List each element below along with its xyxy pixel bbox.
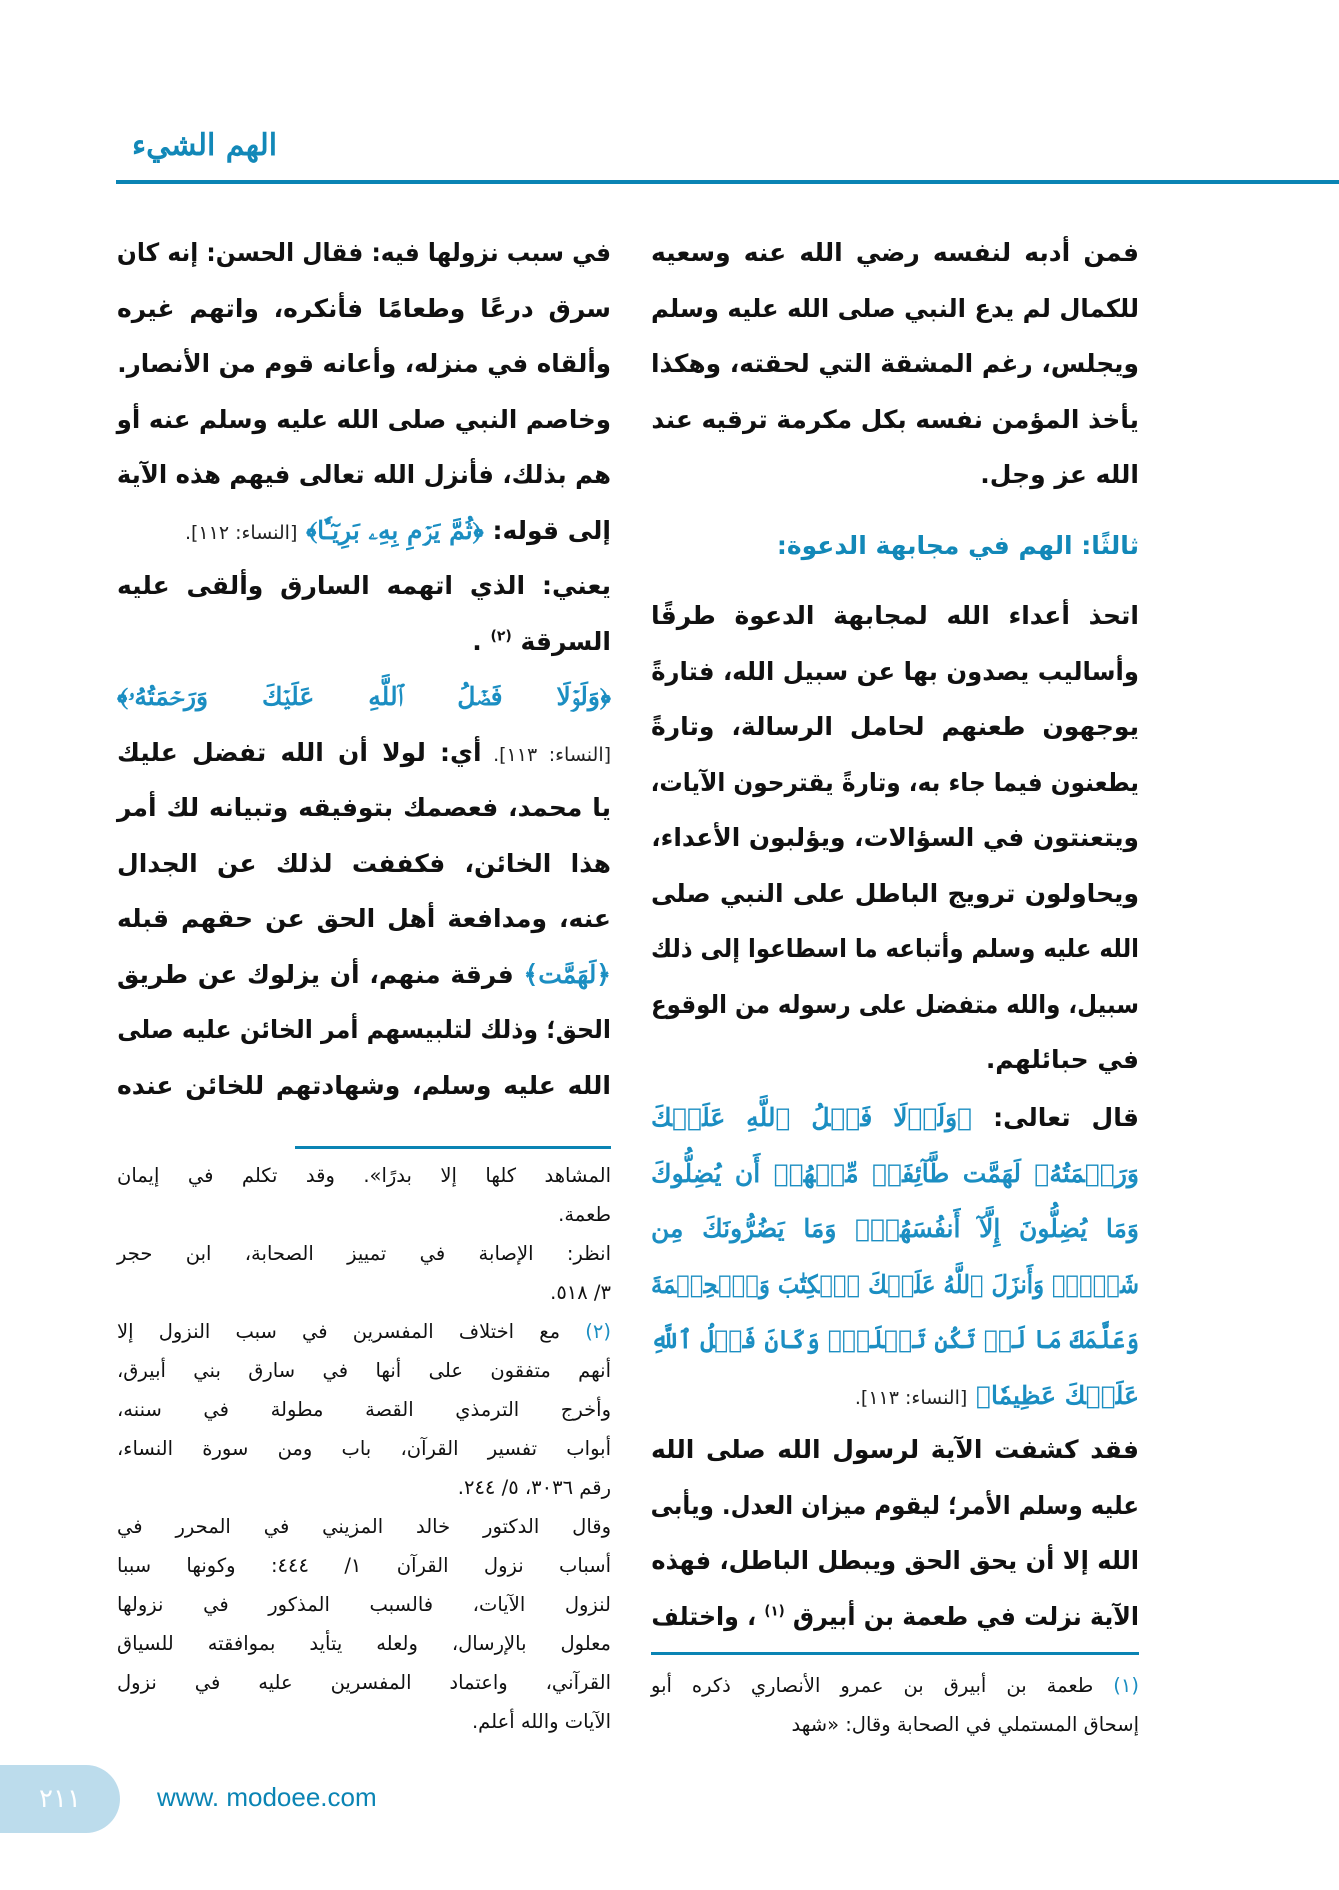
text-line <box>117 281 611 337</box>
text-line <box>117 225 611 281</box>
text-line <box>117 1312 611 1351</box>
text-line <box>117 836 611 892</box>
page-number: ٢١١ <box>39 1784 81 1814</box>
text-line <box>117 1058 611 1114</box>
text-segment: أي: لولا أن الله تفضل عليك <box>117 737 482 767</box>
text-line <box>651 1589 1139 1645</box>
text-line <box>117 1390 611 1429</box>
quran-quote: عَلَيۡكَ عَظِيمٗا﴾ <box>967 1380 1139 1410</box>
text-line <box>651 1705 1139 1744</box>
footnote-marker[interactable]: (٢) <box>490 628 512 645</box>
footnote-separator <box>651 1652 1139 1655</box>
text-line: ويتعنتون في السؤالات، ويؤلبون الأعداء، <box>651 823 1139 852</box>
text-line <box>117 1156 611 1195</box>
text-line <box>117 1351 611 1390</box>
verse-reference: [النساء: ١١٢]. <box>184 521 298 544</box>
text-segment: وقال الدكتور خالد المزيني في المحرر في <box>117 1515 611 1538</box>
text-segment: الآيات والله أعلم. <box>471 1710 611 1733</box>
text-segment: أسباب نزول القرآن ١/ ٤٤٤: وكونها سببا <box>117 1554 611 1577</box>
text-segment: يعني: الذي اتهمه السارق وألقى عليه <box>117 571 611 600</box>
section-heading: ثالثًا: الهم في مجابهة الدعوة: <box>776 531 1139 560</box>
text-line <box>651 1478 1139 1534</box>
header-rule <box>116 180 1339 184</box>
text-segment: فقد كشفت الآية لرسول الله صلى الله <box>651 1435 1139 1464</box>
text-line <box>651 1666 1139 1705</box>
text-line: في حبائلهم. <box>985 1045 1139 1074</box>
footnote-marker[interactable]: (١) <box>764 1603 785 1620</box>
right-footnotes <box>651 1666 1139 1744</box>
quran-quote: وَرَحۡمَتُهُۥ لَهَمَّت طَّآئِفَةٞ مِّنۡهُمۡ أَن يُضِلُّوكَ <box>651 1158 1139 1188</box>
text-line <box>117 447 611 503</box>
text-line: ويجلس، رغم المشقة التي لحقته، وهكذا <box>650 349 1139 378</box>
text-line: الله عز وجل. <box>980 460 1139 489</box>
text-line <box>117 1585 611 1624</box>
text-line <box>651 1257 1139 1313</box>
text-line <box>117 1195 611 1234</box>
text-segment: ، واختلف <box>651 1601 757 1631</box>
text-segment: انظر: الإصابة في تمييز الصحابة، ابن حجر <box>117 1242 611 1265</box>
quran-quote: ﴿وَلَوۡلَا فَضۡلُ ٱللَّهِ عَلَيۡكَ <box>651 1103 973 1132</box>
text-line <box>651 1201 1139 1257</box>
text-segment: المشاهد كلها إلا بدرًا». وقد تكلم في إيمان <box>117 1164 611 1187</box>
text-line <box>117 392 611 448</box>
text-segment: وألقاه في منزله، وأعانه قوم من الأنصار. <box>117 349 611 378</box>
footnote-number: (٢) <box>560 1320 611 1343</box>
text-line <box>117 891 611 947</box>
quran-quote: ﴿ثُمَّ يَرۡمِ بِهِۦ بَرِيٓـٔٗا﴾ <box>297 515 484 545</box>
text-segment: طعمة. <box>558 1203 611 1226</box>
text-line <box>117 1429 611 1468</box>
text-line: الله عليه وسلم وأتباعه ما اسطاعوا إلى ذلك <box>651 934 1139 963</box>
text-segment: الله إلا أن يحق الحق ويبطل الباطل، فهذه <box>651 1546 1139 1575</box>
text-line <box>117 1546 611 1585</box>
quran-verse-block <box>651 1090 1139 1423</box>
text-line: فمن أدبه لنفسه رضي الله عنه وسعيه <box>651 238 1139 267</box>
text-segment: في سبب نزولها فيه: فقال الحسن: إنه كان <box>116 238 611 267</box>
text-segment: إسحاق المستملي في الصحابة وقال: «شهد <box>791 1713 1139 1736</box>
text-line <box>651 1368 1139 1424</box>
text-line <box>651 1090 1139 1146</box>
page-number-badge <box>0 1765 120 1833</box>
text-line <box>117 947 611 1003</box>
text-segment: سرق درعًا وطعامًا فأنكره، واتهم غيره <box>117 293 611 323</box>
text-line: سبيل، والله متفضل على رسوله من الوقوع <box>650 989 1139 1019</box>
text-line <box>117 1234 611 1273</box>
footnote-separator <box>295 1146 611 1149</box>
text-segment: عنه، ومدافعة أهل الحق عن حقهم قبله <box>117 904 611 933</box>
quran-quote: ﴿لَهَمَّت﴾ <box>513 959 611 989</box>
text-segment: فرقة منهم، أن يزلوك عن طريق <box>117 959 514 989</box>
text-line <box>117 1507 611 1546</box>
quran-quote: شَيۡءٖۚ وَأَنزَلَ ٱللَّهُ عَلَيۡكَ ٱلۡكِتَٰبَ وَٱلۡحِكۡمَةَ <box>651 1269 1139 1299</box>
text-line: وأساليب يصدون بها عن سبيل الله، فتارةً <box>651 656 1139 686</box>
text-line <box>117 503 611 559</box>
text-line: للكمال لم يدع النبي صلى الله عليه وسلم <box>650 293 1139 323</box>
section-heading-block <box>651 518 1139 574</box>
quran-quote: وَمَا يُضِلُّونَ إِلَّآ أَنفُسَهُمۡۖ وَمَا يَضُرُّونَكَ مِن <box>651 1214 1139 1243</box>
left-body <box>117 225 611 1113</box>
right-para-3 <box>651 1422 1139 1644</box>
text-line <box>117 1468 611 1507</box>
text-line <box>651 1533 1139 1589</box>
text-segment: القرآني، واعتماد المفسرين عليه في نزول <box>117 1671 611 1694</box>
text-segment: يا محمد، فعصمك بتوفيقه وتبيانه لك أمر <box>117 793 611 822</box>
text-segment: السرقة <box>520 626 611 656</box>
left-footnotes <box>117 1156 611 1741</box>
text-line: يأخذ المؤمن نفسه بكل مكرمة ترقيه عند <box>651 404 1139 434</box>
text-line <box>117 336 611 392</box>
text-segment: معلول بالإرسال، ولعله يتأيد بموافقته للسياق <box>117 1632 611 1655</box>
text-line <box>117 1624 611 1663</box>
text-line: ويحاولون ترويج الباطل على النبي صلى <box>651 878 1139 908</box>
quran-quote: وَعَلَّمَكَ مَا لَمۡ تَكُن تَعۡلَمُۚ وَكَانَ فَضۡلُ ٱللَّهِ <box>650 1325 1139 1354</box>
text-line <box>117 558 611 614</box>
text-segment: . <box>472 626 482 656</box>
verse-reference: [النساء: ١١٣]. <box>854 1386 968 1409</box>
text-segment: وخاصم النبي صلى الله عليه وسلم عنه أو <box>116 404 612 434</box>
text-line: يطعنون فيما جاء به، وتارةً يقترحون الآيات، <box>650 767 1139 797</box>
text-line <box>117 614 611 670</box>
text-segment: مع اختلاف المفسرين في سبب النزول إلا <box>117 1320 561 1343</box>
text-segment: قال تعالى: <box>972 1103 1139 1132</box>
text-segment: هذا الخائن، فكففت لذلك عن الجدال <box>117 848 611 878</box>
text-segment: لنزول الآيات، فالسبب المذكور في نزولها <box>117 1593 611 1616</box>
text-segment: أنهم متفقون على أنها في سارق بني أبيرق، <box>117 1359 611 1382</box>
text-segment: طعمة بن أبيرق بن عمرو الأنصاري ذكره أبو <box>651 1674 1094 1697</box>
text-segment: إلى قوله: <box>483 515 611 545</box>
text-segment: أبواب تفسير القرآن، باب ومن سورة النساء، <box>117 1437 611 1460</box>
text-line <box>651 1146 1139 1202</box>
text-line <box>117 1663 611 1702</box>
text-line <box>117 725 611 781</box>
right-para-1 <box>651 225 1139 503</box>
text-segment: عليه وسلم الأمر؛ ليقوم ميزان العدل. ويأبى <box>650 1490 1139 1520</box>
right-para-2 <box>651 588 1139 1088</box>
text-segment: الآية نزلت في طعمة بن أبيرق <box>792 1601 1139 1631</box>
text-segment: وأخرج الترمذي القصة مطولة في سننه، <box>117 1398 611 1421</box>
text-line <box>117 780 611 836</box>
text-segment: رقم ٣٠٣٦، ٥/ ٢٤٤. <box>457 1476 611 1499</box>
text-segment: الله عليه وسلم، وشهادتهم للخائن عنده <box>117 1070 611 1100</box>
text-line <box>117 1002 611 1058</box>
text-line <box>117 1702 611 1741</box>
website-link[interactable]: www. modoee.com <box>157 1782 377 1812</box>
text-line <box>117 1273 611 1312</box>
text-segment: ٣/ ٥١٨. <box>550 1281 611 1304</box>
text-line: اتحذ أعداء الله لمجابهة الدعوة طرقًا <box>651 601 1139 630</box>
text-segment: هم بذلك، فأنزل الله تعالى فيهم هذه الآية <box>116 460 611 489</box>
verse-reference: [النساء: ١١٣]. <box>481 743 612 766</box>
book-title-logo: الهم الشيء <box>132 128 278 163</box>
text-line <box>117 669 611 725</box>
text-segment: الحق؛ وذلك لتلبيسهم أمر الخائن عليه صلى <box>117 1015 611 1044</box>
quran-quote: ﴿وَلَوۡلَا فَضۡلُ ٱللَّهِ عَلَيۡكَ وَرَحۡمَتُهُۥ﴾ <box>117 682 611 711</box>
text-line: يوجهون طعنهم لحامل الرسالة، وتارةً <box>651 712 1139 741</box>
text-line <box>651 1422 1139 1478</box>
text-line <box>651 1312 1139 1368</box>
footnote-number: (١) <box>1093 1674 1140 1697</box>
